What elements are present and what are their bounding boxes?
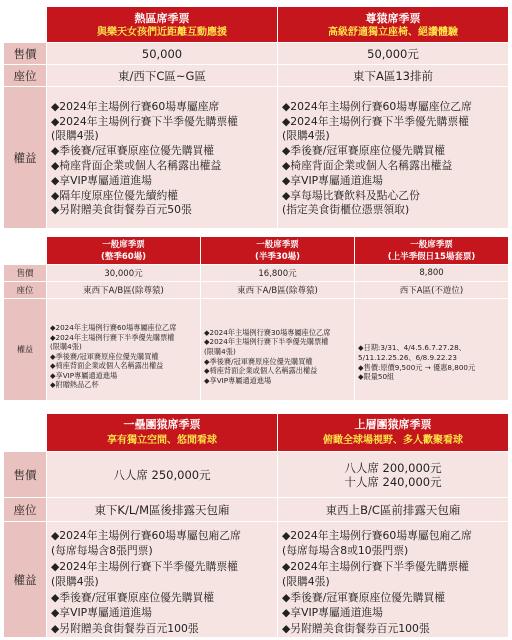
half-season-header	[201, 237, 355, 265]
header-title: 上層團猿席季票	[354, 418, 432, 431]
benefit-item: ◆2024年主場例行賽60場專屬座位乙席	[282, 99, 472, 113]
header-subtitle: (整季60場)	[100, 251, 147, 262]
benefit-item: ◆隔年度原座位優先續約權	[51, 188, 179, 202]
benefit-item: (每席每場含8或10張門票)	[282, 544, 409, 558]
vip-monkey-header	[278, 7, 509, 43]
benefit-item: ◆季後賽/冠軍賽原座位優先購買權	[51, 590, 215, 604]
benefit-item: ◆享VIP專屬通道進場	[204, 375, 272, 385]
price-value: 八人席 200,000元	[344, 460, 442, 475]
benefit-item: ◆附贈熱品乙杯	[50, 380, 99, 390]
seat-label: 座位	[4, 282, 47, 299]
benefit-item: ◆2024年主場例行賽30場專屬座位乙席	[204, 327, 331, 337]
benefit-item: ◆季後賽/冠軍賽原座位優先購買權	[204, 356, 313, 366]
benefit-label: 權益	[4, 299, 47, 401]
benefit-item: ◆2024年主場例行賽60場專屬包廂乙席	[51, 529, 241, 543]
benefit-item: (每席每場含8張門票)	[51, 544, 153, 558]
header-subtitle: (上半季假日15場套票)	[387, 251, 476, 262]
header-subtitle: 享有獨立空間、悠閒看球	[107, 435, 217, 446]
benefit-label: 權益	[4, 87, 47, 229]
benefit-item: ◆季後賽/冠軍賽原座位優先購買權	[282, 590, 446, 604]
corner-cell	[4, 7, 47, 43]
benefit-item: (限購4張)	[204, 346, 236, 356]
benefit-item: (限購4張)	[50, 342, 82, 352]
benefit-item: (限購4張)	[282, 129, 330, 143]
first-base-box-header	[47, 414, 278, 452]
benefit-item: ◆享VIP專屬通道進場	[51, 606, 152, 620]
benefit-item: ◆享VIP專屬通道進場	[282, 173, 383, 187]
benefit-item: ◆椅座背面企業或個人名稱露出權益	[51, 159, 222, 172]
header-title: 一般席季票	[410, 239, 453, 250]
benefit-item: ◆2024年主場例行賽60場專屬座席	[51, 99, 220, 113]
benefit-item: ◆另附贈美食街餐券百元100張	[282, 621, 430, 635]
header-title: 一般席季票	[256, 239, 299, 250]
header-title: 熱區席季票	[134, 11, 190, 25]
benefit-item: ◆季後賽/冠軍賽原座位優先購買權	[50, 351, 159, 361]
seat-label: 座位	[4, 65, 47, 87]
benefit-item: ◆日期:3/31、4/4.5.6.7.27.28、	[358, 343, 466, 353]
benefit-item: ◆2024年主場例行賽60場專屬座位乙席	[50, 322, 177, 332]
price-value: 50,000	[47, 43, 278, 65]
benefit-list-cell	[355, 299, 509, 401]
benefit-item: ◆享每場比賽飲料及點心乙份	[282, 188, 420, 202]
benefit-label: 權益	[4, 522, 47, 638]
benefit-item: ◆2024年主場例行賽60場專屬包廂乙席	[282, 529, 472, 543]
full-season-header	[47, 237, 201, 265]
benefit-item: ◆2024年主場例行賽下半季優先購票權	[204, 337, 329, 347]
benefit-item: (限購4張)	[51, 129, 99, 143]
benefit-list-cell	[47, 299, 201, 401]
seat-value: 東西上B/C區前排露天包廂	[278, 498, 509, 522]
seat-value: 東西下A/B區(除尊猿)	[47, 282, 201, 299]
benefit-item: ◆享VIP專屬通道進場	[51, 173, 152, 187]
benefit-item: ◆2024年主場例行賽下半季優先購票權	[282, 114, 469, 128]
hot-zone-header	[47, 7, 278, 43]
price-value: 8,800	[355, 265, 509, 282]
benefit-item: ◆2024年主場例行賽下半季優先購票權	[50, 332, 175, 342]
price-label: 售價	[4, 452, 47, 498]
benefit-item: (限購4張)	[51, 575, 99, 589]
benefit-item: (限購4張)	[282, 575, 330, 589]
benefit-item: 5/11.12.25.26、6/8.9.22.23	[358, 352, 457, 362]
price-value: 十人席 240,000元	[344, 474, 442, 489]
benefit-item: ◆售價:原價9,500元 → 優惠8,800元	[358, 362, 476, 372]
upper-box-header	[278, 414, 509, 452]
price-label: 售價	[4, 265, 47, 282]
group-box-season-ticket-table	[3, 413, 509, 638]
seat-value: 西下A區(不遊位)	[355, 282, 509, 299]
benefit-item: ◆2024年主場例行賽下半季優先購票權	[51, 114, 238, 128]
benefit-item: ◆椅座背面企業或個人名稱露出權益	[204, 366, 318, 376]
benefit-item: ◆另附贈美食街餐券百元100張	[51, 621, 199, 635]
general-season-ticket-table	[3, 236, 509, 401]
price-value-cell	[278, 452, 509, 498]
header-subtitle: (半季30場)	[254, 251, 301, 262]
price-value: 30,000元	[47, 265, 201, 282]
price-value: 八人席 250,000元	[47, 452, 278, 498]
benefit-item: ◆椅座背面企業或個人名稱露出權益	[50, 361, 164, 371]
corner-cell	[4, 414, 47, 452]
seat-value: 東下A區13排前	[278, 65, 509, 87]
price-label: 售價	[4, 43, 47, 65]
price-value: 16,800元	[201, 265, 355, 282]
benefit-list-cell	[47, 522, 278, 638]
benefit-item: ◆2024年主場例行賽下半季優先購票權	[51, 559, 238, 573]
price-value: 50,000元	[278, 43, 509, 65]
benefit-list-cell	[201, 299, 355, 401]
benefit-item: ◆椅座背面企業或個人名稱露出權益	[282, 159, 453, 172]
benefit-item: ◆2024年主場例行賽下半季優先購票權	[282, 559, 469, 573]
holiday-package-header	[355, 237, 509, 265]
premium-season-ticket-table	[3, 6, 509, 229]
header-title: 一般席季票	[102, 239, 145, 250]
benefit-item: ◆限量50組	[358, 372, 395, 382]
benefit-item: ◆享VIP專屬通道進場	[282, 606, 383, 620]
benefit-item: (指定美食街櫃位憑票領取)	[282, 203, 410, 217]
benefit-list-cell	[278, 87, 509, 229]
corner-cell	[4, 237, 47, 265]
benefit-list-cell	[278, 522, 509, 638]
benefit-item: ◆享VIP專屬通道進場	[50, 370, 118, 380]
header-title: 尊猿席季票	[365, 11, 421, 25]
seat-label: 座位	[4, 498, 47, 522]
header-title: 一壘團猿席季票	[123, 418, 201, 431]
benefit-item: ◆季後賽/冠軍賽原座位優先購買權	[51, 144, 215, 158]
benefit-item: ◆另附贈美食街餐券百元50張	[51, 203, 192, 217]
seat-value: 東西下A/B區(除尊猿)	[201, 282, 355, 299]
benefit-list-cell	[47, 87, 278, 229]
header-subtitle: 高級舒適獨立座椅、絕讚體驗	[328, 26, 458, 38]
benefit-item: ◆季後賽/冠軍賽原座位優先購買權	[282, 144, 446, 158]
seat-value: 東/西下C區~G區	[47, 65, 278, 87]
seat-value: 東下K/L/M區後排露天包廂	[47, 498, 278, 522]
header-subtitle: 俯瞰全球場視野、多人歡聚看球	[323, 435, 463, 446]
header-subtitle: 與樂天女孩們近距離互動應援	[97, 26, 227, 38]
